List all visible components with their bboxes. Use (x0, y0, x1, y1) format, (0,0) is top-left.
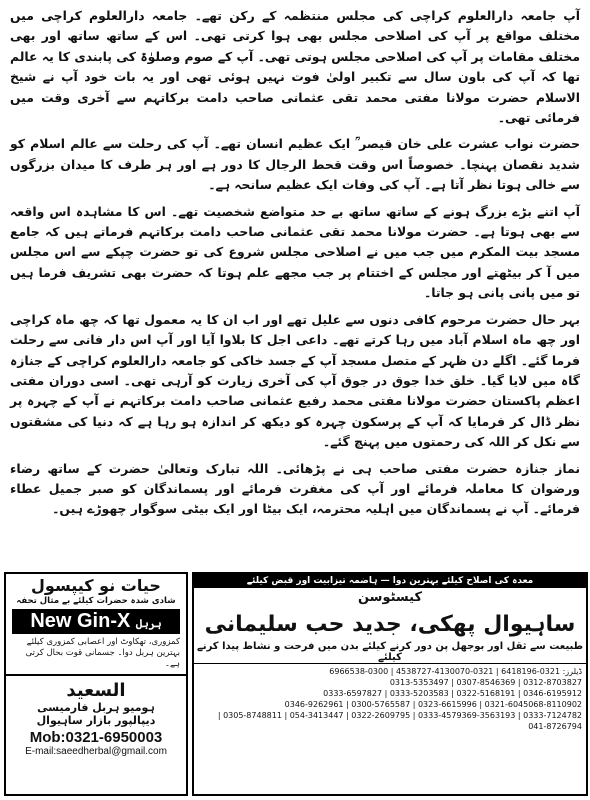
product-tag: ہربل (135, 618, 162, 630)
divider (6, 674, 186, 676)
ad-title: ساہیوال پھکی، جدید حب سلیمانی (204, 612, 576, 637)
ad-tagline: طبیعت سے ثقل اور بوجھل پن دور کرنے کیلئے بدن میں فرحت و نشاط پیدا کرنے کیلئے (196, 641, 584, 663)
paragraph: بہر حال حضرت مرحوم کافی دنوں سے علیل تھے اور اب ان کا یہ معمول تھا کہ چھ ماہ کراچی اور چھ ماہ اسلام آباد میں رہا کرتے تھے۔ داعی اجل کا بلاوا آیا اور آپ اس دار فانی سے رحلت فرما گئے۔ اگلے دن ظہر کے متصل مسجد آپ کے جسد خاکی کو جامعہ دارالعلوم کراچی کے جنازہ گاہ میں لایا گیا۔ خلق خدا جوق در جوق آپ کی آخری زیارت کو آرہی تھی۔ اسی دوران مفتی اعظم پاکستان حضرت مولانا مفتی محمد رفیع عثمانی صاحب دامت برکاتہم نے آپ کے چہرہ پر نظر ڈال کر فرمایا کہ آپ کے پرسکون چہرہ کو دیکھ کر اندازہ ہو رہا ہے کہ دنیا کی مشقتوں سے نکل کر اللہ کی رحمتوں میں پہنچ گئے۔ (10, 311, 580, 450)
company-name: السعید (66, 680, 126, 701)
email-address: E-mail:saeedherbal@gmail.com (25, 746, 167, 757)
ad-top-strip: معدہ کی اصلاح کیلئے بہترین دوا — ہاضمہ تیزابیت اور قبض کیلئے (194, 574, 586, 588)
phone-line: 0321-6045068-8110902 | 0323-6615996 | 0300-5765587 | 0346-9262961 (284, 700, 582, 709)
paragraph: حضرت نواب عشرت علی خان قیصر ؒ ایک عظیم انسان تھے۔ آپ کی رحلت سے عالم اسلام کو شدید نقصان پہنچا۔ خصوصاً اس وقت قحط الرجال کا دور ہے اور ہر طرف کا میدان بزرگوں سے خالی ہوتا نظر آتا ہے۔ آپ کی وفات ایک عظیم سانحہ ہے۔ (10, 136, 580, 193)
paragraph: آپ اتنے بڑے بزرگ ہونے کے ساتھ ساتھ بے حد متواضع شخصیت تھے۔ اس کا مشاہدہ اس واقعہ سے بھی ہوتا ہے۔ حضرت مولانا محمد تقی عثمانی صاحب دامت برکاتہم فرماتے ہیں کہ جامع مسجد بیت المکرم میں جب میں نے اصلاحی مجلس شروع کی تو حضرت چپکے سے اس مجلس میں آ کر بیٹھتے اور مجلس کے اختتام پر جب مجھے علم ہوتا کہ حضرت بھی تشریف فرما ہیں تو میں پانی پانی ہو جاتا۔ (10, 203, 580, 301)
ad-sahiwal-phaki (192, 572, 588, 796)
ad-left-title: حیات نو کیپسول (31, 576, 161, 595)
ad-product-name (12, 609, 180, 634)
paragraph: آپ جامعہ دارالعلوم کراچی کی مجلس منتظمہ کے رکن تھے۔ جامعہ دارالعلوم کراچی میں مختلف مواقع پر آپ کی اصلاحی مجلس بھی ہوا کرتی تھی۔ اس کے ساتھ ساتھ اور بھی مختلف مقامات پر آپ کی اصلاحی مجلس ہوتی تھی۔ آپ کے صوم وصلوٰۃ کی پابندی کا یہ عالم تھا کہ آپ کی باون سال سے تکبیر اولیٰ فوت نہیں ہوئی تھی اور یہ بات خود آپ نے شیخ الاسلام حضرت مولانا مفتی محمد تقی عثمانی صاحب دامت برکاتہم سے آخری وقت میں فرمائی تھی۔ (10, 8, 580, 126)
company-subtitle: ہومیو ہربل فارمیسی (37, 701, 155, 714)
phone-line: ڈیلرز: 0321-6418196 | 0321-4130070-4538727 | 0300-6966538 (329, 667, 582, 676)
mobile-number: Mob:0321-6950003 (29, 729, 163, 746)
phone-line: 0346-6195912 | 0322-5168191 | 0333-5203583 | 0333-6597827 (323, 689, 582, 698)
ad-hayat-nau (4, 572, 188, 796)
paragraph: نماز جنازہ حضرت مفتی صاحب ہی نے پڑھائی۔ اللہ تبارک وتعالیٰ حضرت کے ساتھ رضاء ورضوان کا معاملہ فرمائے اور آپ کی مغفرت فرمائے اور پسماندگان کو صبر جمیل عطاء فرمائے۔ آپ نے پسماندگان میں اہلیہ محترمہ، ایک بیٹا اور ایک بیٹی سوگوار چھوڑے ہیں۔ (10, 460, 580, 517)
phone-line: 0333-7124782 | 0333-4579369-3563193 | 0322-2609795 | 054-3413447 | 0305-8748811 | 041-8726794 (217, 711, 582, 731)
ad-left-subtitle: شادی شدہ حضرات کیلئے بے مثال تحفہ (16, 596, 176, 606)
ad-phone-list (194, 663, 586, 734)
company-address: دیپالپور بازار ساہیوال (36, 714, 156, 727)
article-body (10, 6, 580, 526)
phone-line: 0312-8703827 | 0307-8546369 | 0313-5353497 (389, 678, 582, 687)
product-name: New Gin-X (30, 610, 131, 632)
ad-left-description: کمزوری، تھکاوٹ اور اعصابی کمزوری کیلئے بہترین ہربل دوا۔ جسمانی قوت بحال کرتی ہے۔ (25, 637, 180, 669)
advertisement-section (4, 566, 586, 794)
ad-brand: کیسٹوسن (357, 590, 423, 605)
